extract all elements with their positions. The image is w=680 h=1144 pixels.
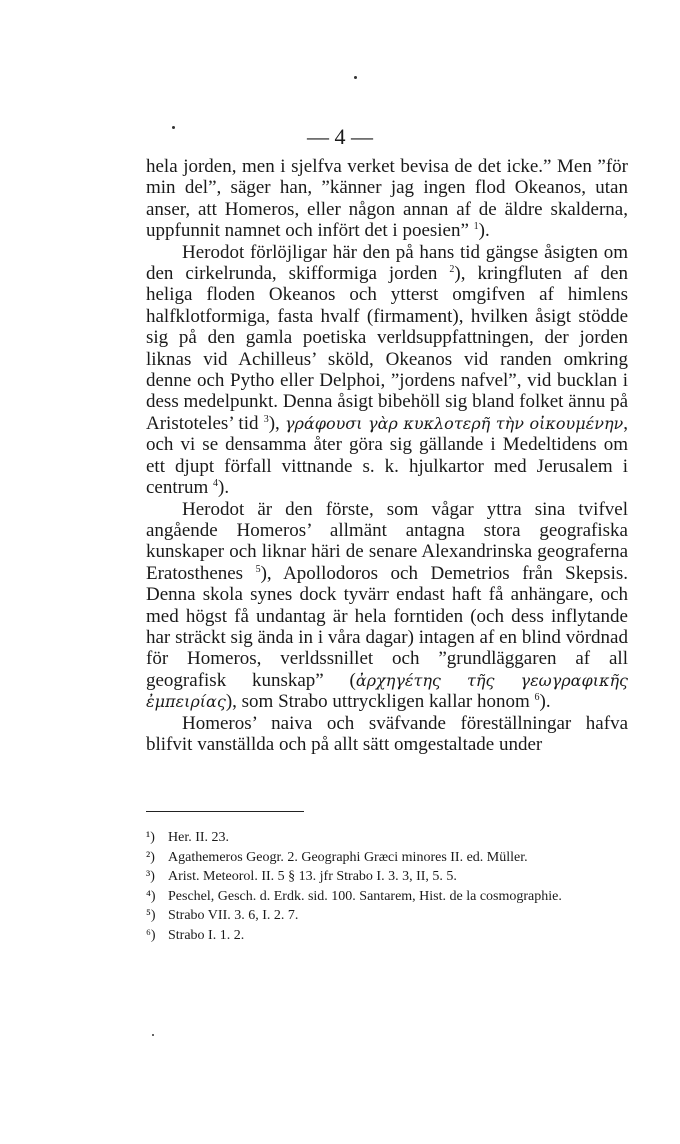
text-run: ), kringfluten af den heliga floden Okeanos och ytterst omgifven af himlens halfklotformiga, fasta hvalf (firmament), hvilken åsigt stödde sig på den gamla poetiska verldsuppfattningen, der jorden liknas vid Achilleus’ sköld, Okeanos vid randen omkring denne och Pytho eller Delphoi, ”jordens nafvel”, vid bucklan i dess medelpunkt. Denna åsigt bibehöll sig bland folket ännu på Aristoteles’ tid	[146, 263, 628, 434]
footnote-marker: ⁶)	[146, 927, 156, 943]
footnote-marker: ¹)	[146, 830, 155, 845]
footnote	[146, 906, 628, 926]
text-run: ), som Strabo uttryckligen kallar honom	[225, 691, 535, 713]
greek-quote: γράφουσι γὰρ κυκλοτερῆ τὴν οἰκουμένην	[284, 413, 624, 433]
footnote	[146, 848, 628, 868]
text-run: Homeros’ naiva och sväfvande föreställningar hafva blifvit vanställda och på allt sätt omgestaltade under	[146, 712, 628, 755]
ink-speck	[354, 76, 357, 79]
footnote-text: Agathemeros Geogr. 2. Geographi Græci minores II. ed. Müller.	[168, 849, 528, 865]
text-run: ).	[539, 691, 551, 713]
text-run: ),	[268, 412, 285, 434]
footnote-marker: ⁴)	[146, 888, 156, 904]
footnote	[146, 887, 628, 907]
footnote-ref: 3	[263, 413, 269, 425]
footnote-ref: 6	[534, 692, 540, 704]
paragraph	[146, 499, 628, 713]
text-run: Herodot är den förste, som vågar yttra sina tvifvel angående Homeros’ allmänt antagna stora geografiska kunskaper och liknar häri de senare Alexandrinska geograferna Eratosthenes	[146, 498, 628, 584]
page-number: — 4 —	[307, 124, 373, 149]
footnote-ref: 5	[255, 563, 261, 575]
footnote-marker: ²)	[146, 849, 155, 865]
footnote	[146, 828, 628, 848]
ink-speck	[152, 1034, 154, 1036]
footnote	[146, 926, 628, 946]
footnote-text: Peschel, Gesch. d. Erdk. sid. 100. Santarem, Hist. de la cosmographie.	[168, 888, 562, 904]
footnote-text: Strabo VII. 3. 6, I. 2. 7.	[168, 908, 299, 923]
footnote-text: Her. II. 23.	[168, 830, 230, 845]
text-run: Herodot förlöjligar här den på hans tid gängse åsigten om den cirkelrunda, skifformiga jorden	[146, 241, 628, 285]
footnote-ref: 2	[449, 264, 455, 276]
footnote-ref: 1	[473, 221, 479, 233]
footnote-text: Strabo I. 1. 2.	[168, 927, 245, 943]
text-run: ).	[218, 477, 230, 499]
footnotes	[146, 828, 628, 945]
greek-quote: ἀρχηγέτης τῆς γεωγραφικῆς ἐμπειρίας	[146, 670, 628, 712]
footnote-marker: ³)	[146, 869, 155, 884]
paragraph	[146, 156, 628, 242]
text-run: ).	[478, 220, 490, 242]
body-text	[146, 156, 628, 755]
footnote-ref: 4	[213, 478, 219, 490]
text-run: ), Apollodoros och Demetrios från Skepsis. Denna skola synes dock tyvärr endast haft få anhängare, och med högst få undantag är hela forntiden (och dess inflytande har sträckt sig ända in i våra dagar) intagen af en blind vördnad för Homeros, verldssnillet och ”grundläggaren af all geografisk kunskap” (	[146, 562, 628, 691]
footnote-separator	[146, 811, 304, 812]
text-run: hela jorden, men i sjelfva verket bevisa de det icke.” Men ”för min del”, säger han, ”känner jag ingen flod Okeanos, utan anser, att Homeros, eller någon annan af de äldre skalderna, uppfunnit namnet och infört det i poesien”	[146, 156, 628, 242]
paragraph	[146, 242, 628, 499]
text-run: , och vi se densamma åter göra sig gällande i Medeltidens om ett djupt förfall vittnande s. k. hjulkartor med Jerusalem i centrum	[146, 412, 629, 499]
footnote-text: Arist. Meteorol. II. 5 § 13. jfr Strabo I. 3. 3, II, 5. 5.	[168, 869, 457, 884]
footnote-marker: ⁵)	[146, 908, 156, 923]
footnote	[146, 867, 628, 887]
paragraph	[146, 713, 628, 756]
